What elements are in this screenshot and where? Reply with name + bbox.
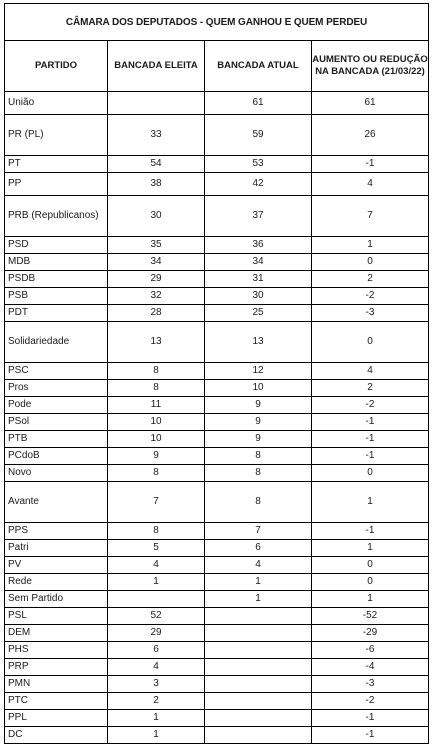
cell-bancada-eleita: 2	[108, 693, 205, 710]
cell-partido: PSB	[5, 288, 108, 305]
cell-bancada-eleita: 33	[108, 115, 205, 156]
cell-variacao: -1	[312, 710, 429, 727]
cell-partido: PV	[5, 557, 108, 574]
cell-bancada-eleita: 34	[108, 254, 205, 271]
cell-variacao: -1	[312, 414, 429, 431]
cell-bancada-eleita: 13	[108, 322, 205, 363]
cell-partido: PT	[5, 156, 108, 173]
cell-bancada-eleita: 29	[108, 271, 205, 288]
cell-bancada-eleita: 1	[108, 710, 205, 727]
cell-variacao: 0	[312, 465, 429, 482]
cell-bancada-atual: 10	[205, 380, 312, 397]
cell-variacao: -1	[312, 523, 429, 540]
cell-partido: MDB	[5, 254, 108, 271]
cell-bancada-eleita: 8	[108, 380, 205, 397]
cell-partido: PRP	[5, 659, 108, 676]
cell-bancada-atual: 59	[205, 115, 312, 156]
table-row	[5, 727, 429, 744]
table-row	[5, 642, 429, 659]
cell-bancada-atual: 1	[205, 591, 312, 608]
cell-bancada-atual: 9	[205, 431, 312, 448]
cell-bancada-atual: 36	[205, 237, 312, 254]
cell-variacao: 61	[312, 92, 429, 115]
cell-variacao: -52	[312, 608, 429, 625]
cell-partido: PRB (Republicanos)	[5, 196, 108, 237]
cell-variacao: -2	[312, 288, 429, 305]
cell-variacao: -6	[312, 642, 429, 659]
table-row	[5, 693, 429, 710]
cell-bancada-eleita: 35	[108, 237, 205, 254]
cell-partido: DC	[5, 727, 108, 744]
table-row	[5, 196, 429, 237]
cell-bancada-atual	[205, 693, 312, 710]
spreadsheet	[4, 3, 428, 744]
table-row	[5, 271, 429, 288]
header-bancada-atual: BANCADA ATUAL	[205, 41, 312, 92]
cell-bancada-atual	[205, 608, 312, 625]
cell-bancada-atual: 12	[205, 363, 312, 380]
cell-bancada-eleita: 10	[108, 431, 205, 448]
cell-partido: Pode	[5, 397, 108, 414]
cell-bancada-atual: 34	[205, 254, 312, 271]
cell-partido: PCdoB	[5, 448, 108, 465]
table-row	[5, 363, 429, 380]
header-partido: PARTIDO	[5, 41, 108, 92]
cell-bancada-atual: 7	[205, 523, 312, 540]
cell-variacao: 4	[312, 363, 429, 380]
cell-bancada-atual: 25	[205, 305, 312, 322]
cell-bancada-atual	[205, 659, 312, 676]
cell-bancada-atual: 8	[205, 482, 312, 523]
cell-partido: PMN	[5, 676, 108, 693]
cell-bancada-eleita: 32	[108, 288, 205, 305]
cell-variacao: -4	[312, 659, 429, 676]
cell-bancada-eleita: 30	[108, 196, 205, 237]
cell-partido: PPS	[5, 523, 108, 540]
cell-partido: PSL	[5, 608, 108, 625]
cell-bancada-eleita: 8	[108, 523, 205, 540]
cell-partido: Sem Partido	[5, 591, 108, 608]
cell-bancada-eleita: 54	[108, 156, 205, 173]
cell-bancada-eleita: 5	[108, 540, 205, 557]
cell-variacao: 26	[312, 115, 429, 156]
results-table	[4, 3, 429, 744]
cell-bancada-atual	[205, 642, 312, 659]
cell-partido: PP	[5, 173, 108, 196]
table-row	[5, 482, 429, 523]
cell-variacao: 1	[312, 482, 429, 523]
table-row	[5, 156, 429, 173]
cell-variacao: -1	[312, 448, 429, 465]
cell-bancada-eleita: 11	[108, 397, 205, 414]
cell-bancada-atual: 4	[205, 557, 312, 574]
table-row	[5, 625, 429, 642]
cell-partido: PSDB	[5, 271, 108, 288]
table-row	[5, 523, 429, 540]
header-bancada-eleita: BANCADA ELEITA	[108, 41, 205, 92]
cell-variacao: -29	[312, 625, 429, 642]
table-row	[5, 380, 429, 397]
cell-bancada-atual: 31	[205, 271, 312, 288]
cell-bancada-atual: 37	[205, 196, 312, 237]
cell-variacao: 4	[312, 173, 429, 196]
cell-bancada-atual	[205, 676, 312, 693]
cell-bancada-atual: 30	[205, 288, 312, 305]
cell-variacao: -2	[312, 397, 429, 414]
cell-partido: Novo	[5, 465, 108, 482]
cell-partido: Avante	[5, 482, 108, 523]
cell-partido: DEM	[5, 625, 108, 642]
cell-bancada-eleita: 9	[108, 448, 205, 465]
cell-partido: PSC	[5, 363, 108, 380]
cell-partido: PSD	[5, 237, 108, 254]
table-row	[5, 557, 429, 574]
cell-variacao: 2	[312, 380, 429, 397]
cell-bancada-atual: 6	[205, 540, 312, 557]
cell-partido: Pros	[5, 380, 108, 397]
cell-partido: PTC	[5, 693, 108, 710]
table-row	[5, 710, 429, 727]
cell-bancada-atual	[205, 625, 312, 642]
table-row	[5, 431, 429, 448]
table-row	[5, 465, 429, 482]
cell-partido: PTB	[5, 431, 108, 448]
table-row	[5, 659, 429, 676]
cell-variacao: 1	[312, 237, 429, 254]
cell-bancada-atual: 61	[205, 92, 312, 115]
cell-bancada-atual: 53	[205, 156, 312, 173]
table-row	[5, 92, 429, 115]
cell-variacao: 7	[312, 196, 429, 237]
cell-bancada-atual	[205, 710, 312, 727]
cell-bancada-eleita: 52	[108, 608, 205, 625]
table-row	[5, 397, 429, 414]
table-row	[5, 414, 429, 431]
table-row	[5, 254, 429, 271]
table-row	[5, 322, 429, 363]
cell-variacao: 0	[312, 557, 429, 574]
cell-bancada-atual: 13	[205, 322, 312, 363]
cell-partido: PDT	[5, 305, 108, 322]
cell-partido: PR (PL)	[5, 115, 108, 156]
cell-variacao: 2	[312, 271, 429, 288]
cell-bancada-eleita: 29	[108, 625, 205, 642]
cell-bancada-eleita: 7	[108, 482, 205, 523]
table-row	[5, 173, 429, 196]
cell-variacao: 1	[312, 591, 429, 608]
cell-bancada-atual: 8	[205, 465, 312, 482]
cell-partido: PSol	[5, 414, 108, 431]
table-row	[5, 591, 429, 608]
table-row	[5, 115, 429, 156]
header-aumento-reducao: AUMENTO OU REDUÇÃO NA BANCADA (21/03/22)	[312, 41, 429, 92]
cell-bancada-eleita: 3	[108, 676, 205, 693]
cell-partido: Rede	[5, 574, 108, 591]
cell-partido: Solidariedade	[5, 322, 108, 363]
table-row	[5, 237, 429, 254]
table-row	[5, 288, 429, 305]
cell-variacao: 0	[312, 574, 429, 591]
cell-bancada-eleita: 6	[108, 642, 205, 659]
cell-bancada-atual: 42	[205, 173, 312, 196]
cell-partido: Patri	[5, 540, 108, 557]
cell-bancada-atual	[205, 727, 312, 744]
cell-variacao: -1	[312, 431, 429, 448]
cell-variacao: -3	[312, 305, 429, 322]
cell-bancada-eleita: 28	[108, 305, 205, 322]
cell-bancada-eleita	[108, 92, 205, 115]
table-body	[5, 92, 429, 744]
cell-bancada-eleita: 4	[108, 557, 205, 574]
cell-bancada-eleita: 8	[108, 363, 205, 380]
cell-variacao: 0	[312, 322, 429, 363]
table-row	[5, 676, 429, 693]
cell-bancada-eleita: 8	[108, 465, 205, 482]
cell-bancada-eleita	[108, 591, 205, 608]
table-row	[5, 574, 429, 591]
cell-variacao: -3	[312, 676, 429, 693]
cell-bancada-atual: 9	[205, 397, 312, 414]
table-row	[5, 448, 429, 465]
cell-variacao: -2	[312, 693, 429, 710]
table-row	[5, 608, 429, 625]
cell-bancada-atual: 9	[205, 414, 312, 431]
table-title: CÂMARA DOS DEPUTADOS - QUEM GANHOU E QUEM PERDEU	[5, 4, 429, 41]
cell-variacao: -1	[312, 727, 429, 744]
cell-bancada-eleita: 1	[108, 574, 205, 591]
cell-bancada-eleita: 38	[108, 173, 205, 196]
table-row	[5, 305, 429, 322]
cell-partido: União	[5, 92, 108, 115]
table-row	[5, 540, 429, 557]
cell-partido: PHS	[5, 642, 108, 659]
cell-bancada-atual: 1	[205, 574, 312, 591]
cell-variacao: 0	[312, 254, 429, 271]
cell-bancada-eleita: 4	[108, 659, 205, 676]
cell-bancada-eleita: 1	[108, 727, 205, 744]
cell-variacao: 1	[312, 540, 429, 557]
cell-variacao: -1	[312, 156, 429, 173]
cell-bancada-atual: 8	[205, 448, 312, 465]
cell-partido: PPL	[5, 710, 108, 727]
cell-bancada-eleita: 10	[108, 414, 205, 431]
